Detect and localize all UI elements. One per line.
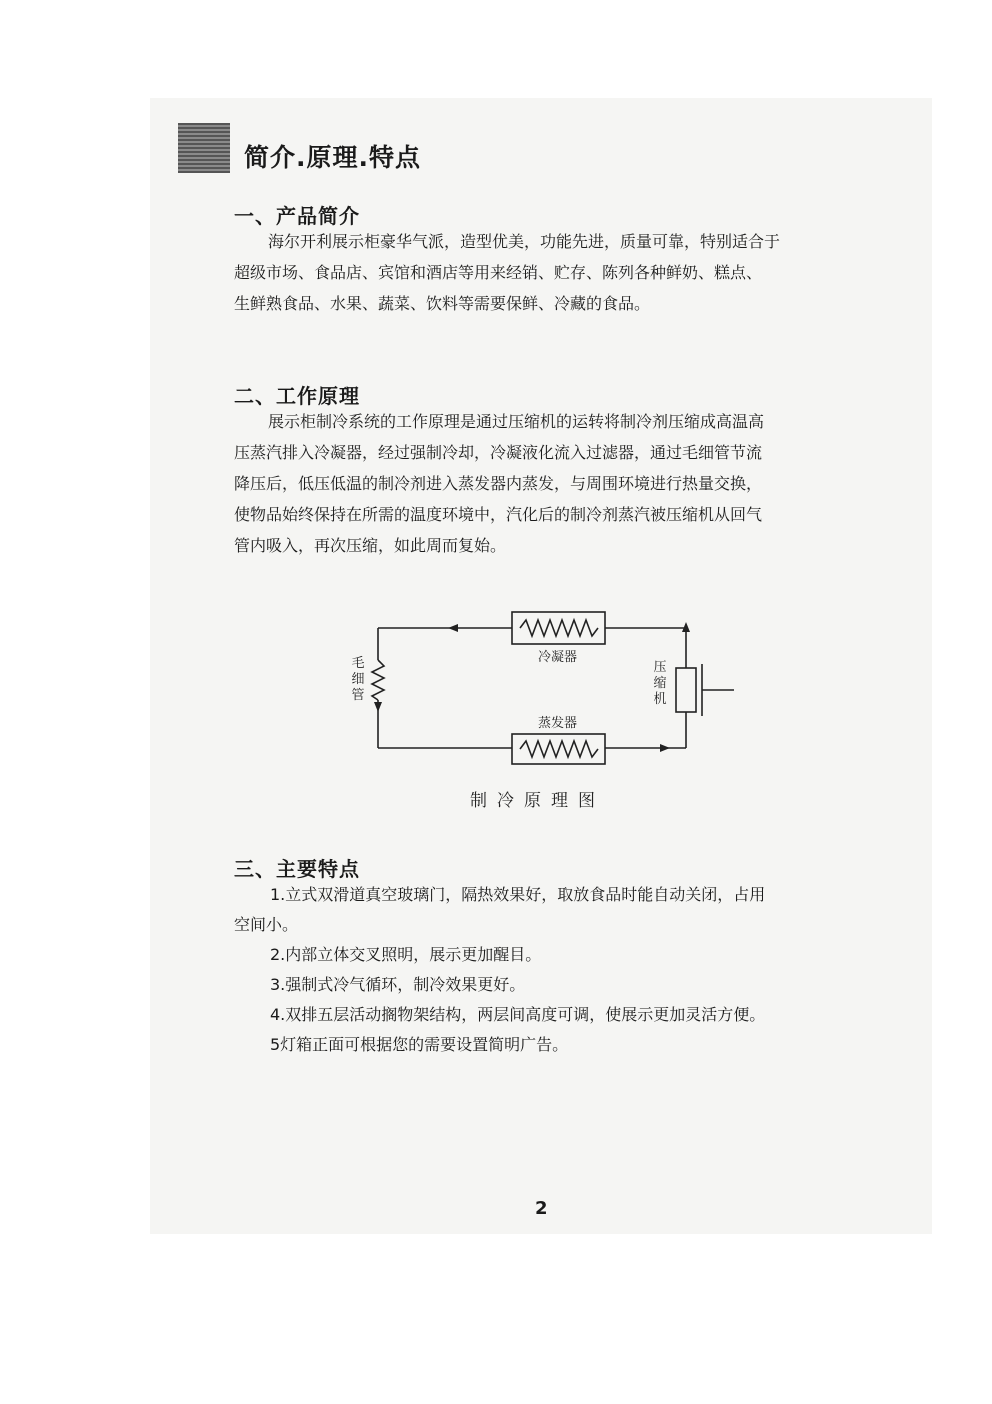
section3-body [234, 880, 894, 1060]
page-number: 2 [535, 1198, 548, 1219]
arrow-right-bottom [660, 744, 670, 752]
section2-body [234, 406, 894, 561]
section2-line: 展示柜制冷系统的工作原理是通过压缩机的运转将制冷剂压缩成高温高 [268, 412, 765, 431]
feature-item: 5灯箱正面可根据您的需要设置简明广告。 [270, 1035, 569, 1054]
diagram-caption: 制冷原理图 [470, 791, 605, 811]
arrow-down-left [374, 702, 382, 712]
section1-line: 海尔开利展示柜豪华气派，造型优美，功能先进，质量可靠，特别适合于 [268, 232, 781, 251]
compressor-cylinder [676, 668, 696, 712]
condenser-coil [520, 620, 598, 636]
section2-title: 二、工作原理 [234, 384, 360, 408]
section1-line: 生鲜熟食品、水果、蔬菜、饮料等需要保鲜、冷藏的食品。 [234, 294, 651, 313]
capillary-label: 毛 细 管 [351, 656, 365, 703]
section1-line: 超级市场、食品店、宾馆和酒店等用来经销、贮存、陈列各种鲜奶、糕点、 [234, 263, 763, 282]
feature-item: 空间小。 [234, 915, 299, 934]
arrow-up-right [682, 622, 690, 632]
evaporator-label: 蒸发器 [538, 716, 578, 731]
feature-item: 4.双排五层活动搁物架结构，两层间高度可调，使展示更加灵活方便。 [270, 1005, 766, 1024]
chapter-title: 简介.原理.特点 [244, 143, 421, 172]
compressor-label: 压 缩 机 [653, 660, 667, 707]
section2-line: 管内吸入，再次压缩，如此周而复始。 [234, 536, 507, 555]
condenser-label: 冷凝器 [538, 650, 578, 665]
capillary-coil [372, 660, 384, 700]
chapter-marker [178, 123, 230, 173]
section3-title: 三、主要特点 [234, 857, 360, 881]
feature-item: 2.内部立体交叉照明，展示更加醒目。 [270, 945, 542, 964]
section1-body [234, 226, 894, 319]
section2-line: 降压后，低压低温的制冷剂进入蒸发器内蒸发，与周围环境进行热量交换， [234, 474, 763, 493]
arrow-left-top [448, 624, 458, 632]
section1-title: 一、产品简介 [234, 204, 360, 228]
feature-item: 1.立式双滑道真空玻璃门，隔热效果好，取放食品时能自动关闭，占用 [270, 885, 766, 904]
section2-line: 使物品始终保持在所需的温度环境中，汽化后的制冷剂蒸汽被压缩机从回气 [234, 505, 763, 524]
feature-item: 3.强制式冷气循环，制冷效果更好。 [270, 975, 526, 994]
section2-line: 压蒸汽排入冷凝器，经过强制冷却，冷凝液化流入过滤器，通过毛细管节流 [234, 443, 763, 462]
evaporator-coil [520, 741, 598, 757]
